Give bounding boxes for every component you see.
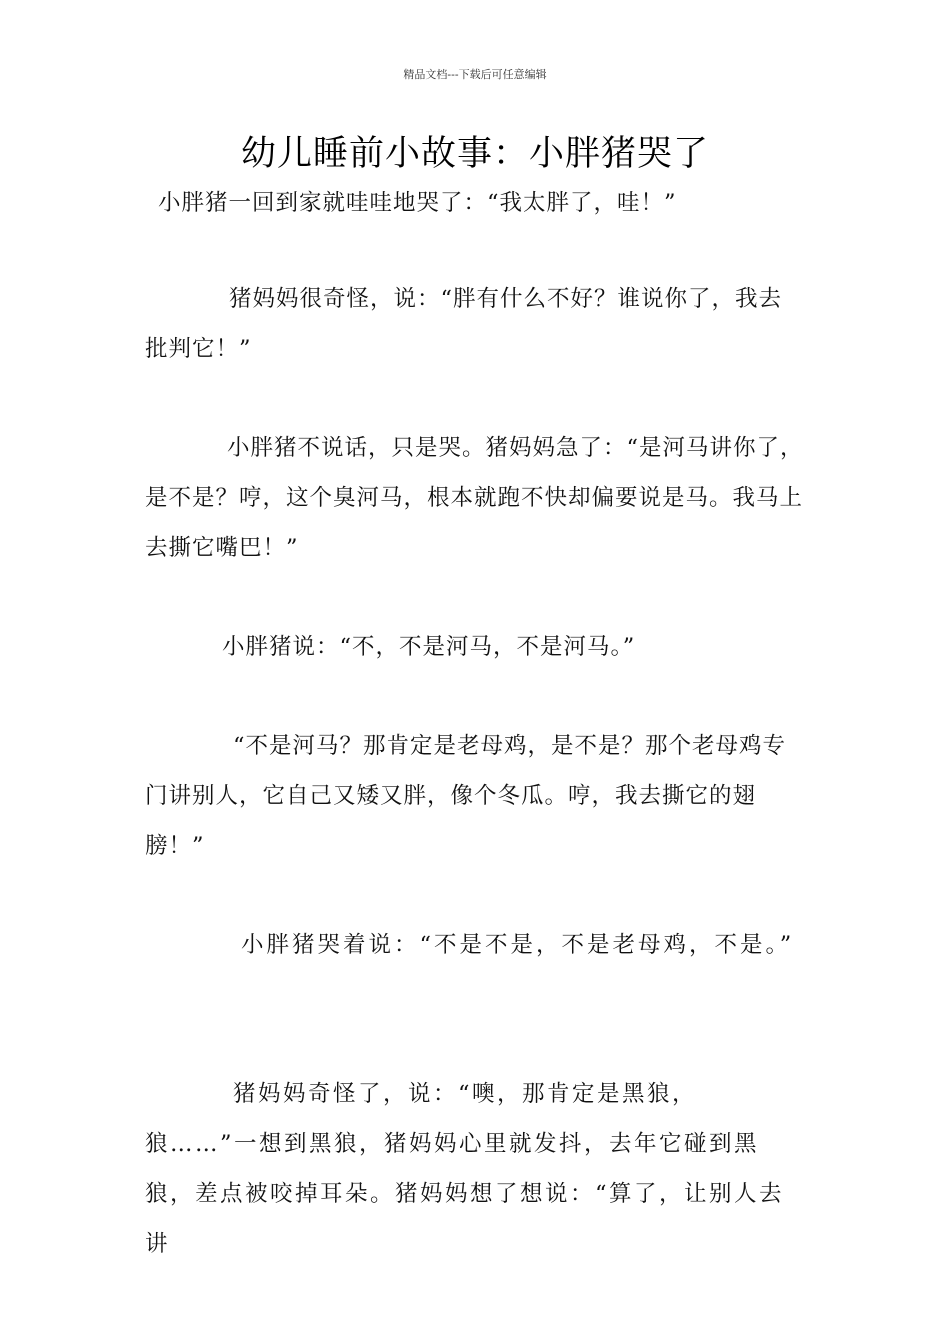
- paragraph-3: 小胖猪不说话，只是哭。猪妈妈急了：“是河马讲你了，是不是？哼，这个臭河马，根本就跑不快却偏要说是马。我马上去撕它嘴巴！”: [145, 435, 804, 561]
- paragraph-4: 小胖猪说：“不，不是河马，不是河马。”: [222, 634, 636, 660]
- document-title: 幼儿睡前小故事：小胖猪哭了: [240, 134, 709, 174]
- paragraph-5: “不是河马？那肯定是老母鸡，是不是？那个老母鸡专门讲别人，它自己又矮又胖，像个冬瓜。哼，我去撕它的翅膀！”: [145, 733, 787, 859]
- paragraph-6: 小胖猪哭着说：“不是不是，不是老母鸡，不是。”: [241, 932, 795, 958]
- paragraph-7: 猪妈妈奇怪了，说：“噢，那肯定是黑狼，狼……”一想到黑狼，猪妈妈心里就发抖，去年它碰到黑狼，差点被咬掉耳朵。猪妈妈想了想说：“算了，让别人去讲: [145, 1081, 785, 1257]
- header-note: 精品文档---下载后可任意编辑: [403, 68, 547, 81]
- paragraph-1: 小胖猪一回到家就哇哇地哭了：“我太胖了，哇！”: [158, 190, 677, 216]
- paragraph-2: 猪妈妈很奇怪，说：“胖有什么不好？谁说你了，我去批判它！”: [145, 286, 783, 362]
